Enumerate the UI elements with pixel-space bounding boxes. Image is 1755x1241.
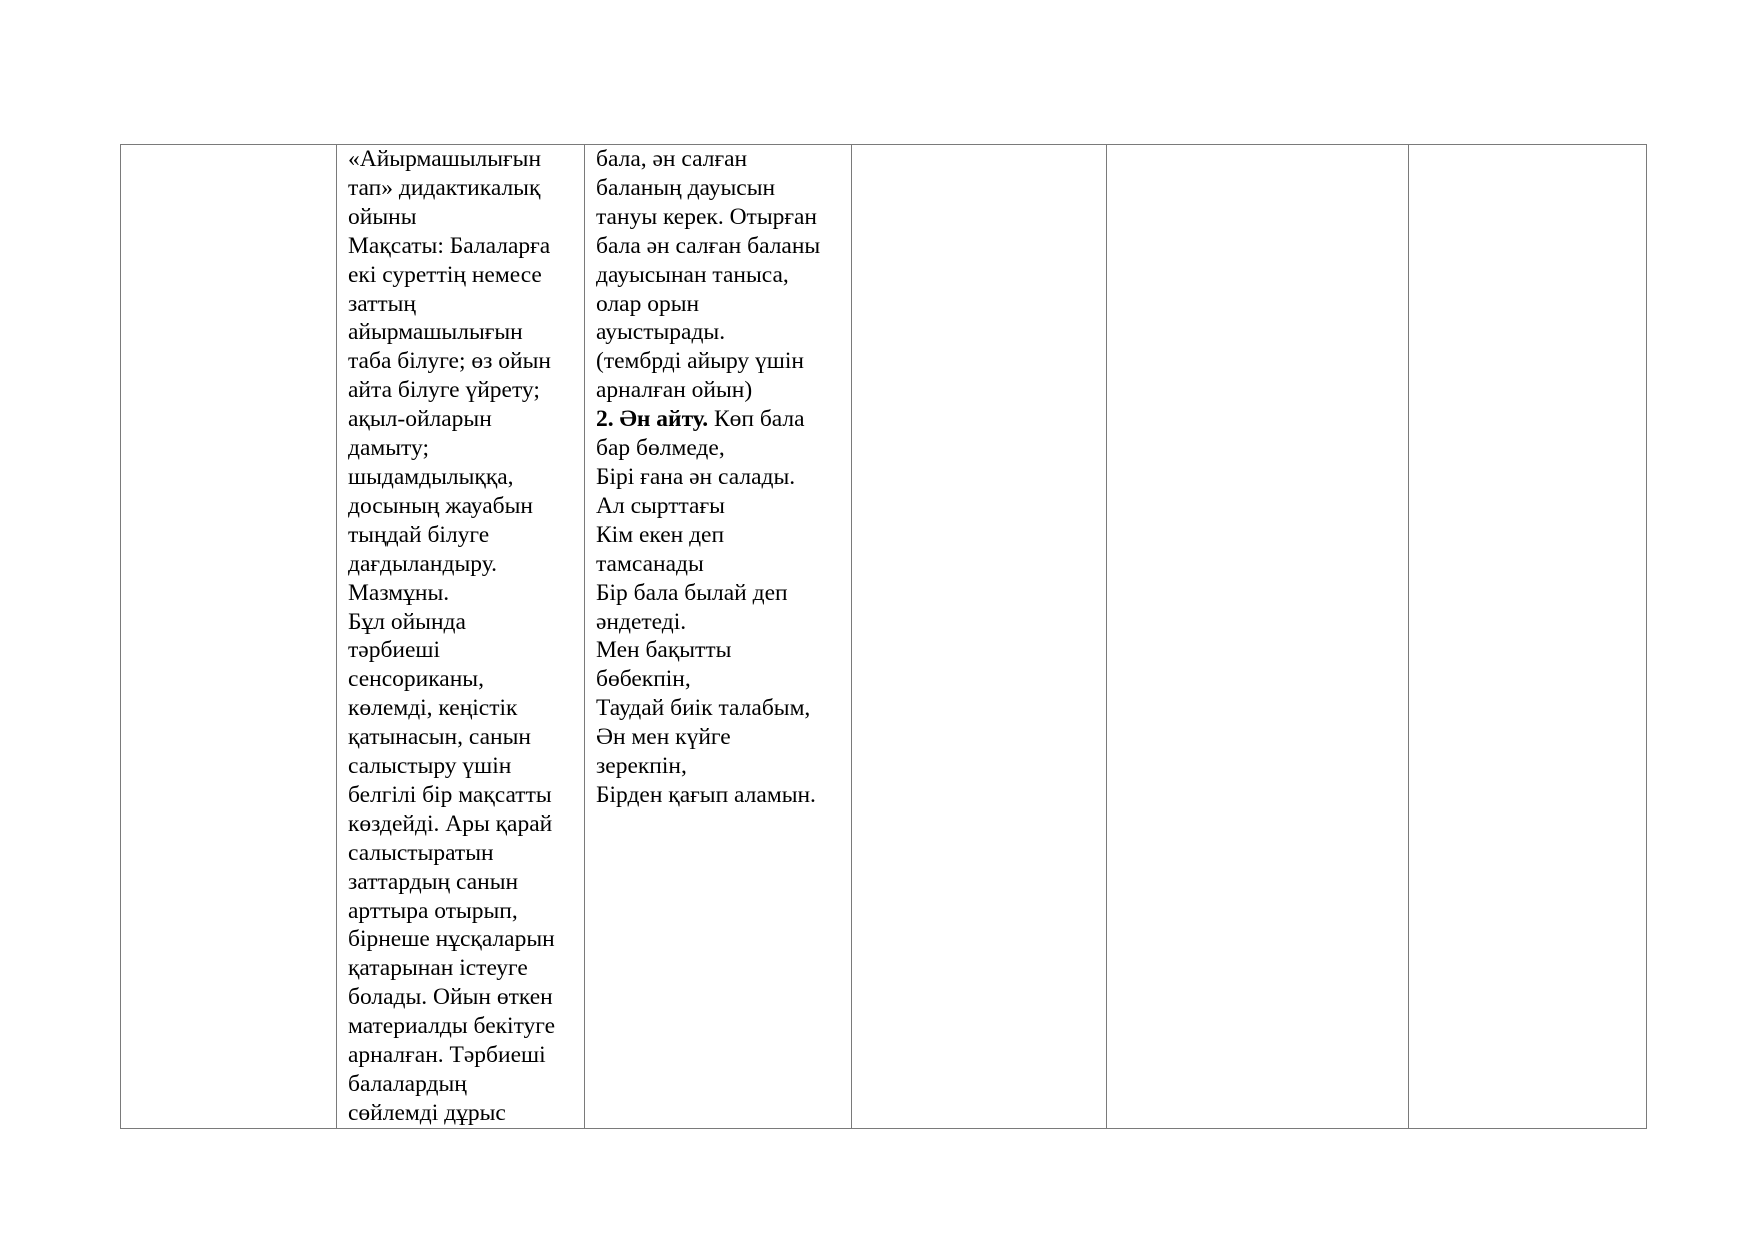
text-line: заттардың санын [348, 868, 519, 895]
text-line: болады. Ойын өткен [348, 984, 553, 1011]
text-line: белгілі бір мақсатты [348, 781, 552, 808]
text-line: шыдамдылыққа, [348, 463, 514, 490]
text-line: Бірден қағып аламын. [596, 781, 816, 808]
text-line: көздейді. Ары қарай [348, 810, 553, 837]
text-line: ойыны [348, 203, 417, 230]
text-line: бала ән салған баланы [596, 232, 821, 259]
text-line: дауысынан таныса, [596, 261, 789, 288]
text-line: қатынасын, санын [348, 724, 531, 751]
table-row [121, 145, 1647, 1129]
table-cell-empty-1 [121, 145, 337, 1129]
text-line: (тембрді айыру үшін [596, 348, 804, 375]
text-line: арналған. Тәрбиеші [348, 1042, 546, 1069]
text-line: тыңдай білуге [348, 521, 490, 548]
text-line: тәрбиеші [348, 637, 441, 664]
table-cell-empty-5 [1107, 145, 1409, 1129]
text-line: «Айырмашылығын [348, 146, 542, 172]
heading-line [596, 405, 841, 434]
lesson-plan-table [120, 144, 1647, 1129]
text-line: бала, ән салған [596, 146, 748, 172]
text-line: дағдыландыру. [348, 550, 497, 577]
text-line: Ал сырттағы [596, 492, 725, 519]
text-line: ауыстырады. [596, 319, 726, 346]
text-line: тануы керек. Отырған [596, 203, 818, 230]
text-line: досының жауабын [348, 492, 533, 519]
text-line: материалды бекітуге [348, 1013, 556, 1040]
text-line: сенсориканы, [348, 666, 484, 693]
text-line: арттыра отырып, [348, 897, 518, 924]
text-line: қатарынан істеуге [348, 955, 528, 982]
text-line: айырмашылығын [348, 319, 523, 346]
text-line: Кім екен деп [596, 521, 725, 548]
table-cell-singing-game [585, 145, 852, 1129]
text-line: Бір бала былай деп [596, 579, 788, 606]
game-description-text [337, 145, 584, 1128]
table-cell-game-description [337, 145, 585, 1129]
text-line: зерекпін, [596, 753, 687, 780]
text-line: бар бөлмеде, [596, 435, 725, 462]
singing-game-text [585, 145, 851, 810]
heading-tail: Көп бала [708, 406, 805, 433]
text-line: бірнеше нұсқаларын [348, 926, 555, 953]
text-line: көлемді, кеңістік [348, 695, 518, 722]
text-line: салыстыру үшін [348, 753, 512, 780]
text-line: ақыл-ойларын [348, 406, 492, 433]
text-line: екі суреттің немесе [348, 261, 542, 288]
text-line: салыстыратын [348, 839, 494, 866]
table-cell-empty-6 [1409, 145, 1647, 1129]
text-line: Мазмұны. [348, 579, 450, 606]
text-line: балалардың [348, 1071, 467, 1097]
text-line: айта білуге үйрету; [348, 377, 540, 404]
text-line: Ән мен күйге [596, 724, 731, 751]
text-line: Мақсаты: Балаларға [348, 232, 551, 259]
text-line: сөйлемді дұрыс [348, 1099, 506, 1126]
text-line: тамсанады [596, 550, 704, 577]
text-line: Бұл ойында [348, 608, 466, 635]
text-line: таба білуге; өз ойын [348, 348, 551, 375]
text-line: баланың дауысын [596, 174, 776, 201]
text-line: арналған ойын) [596, 377, 753, 404]
text-line: тап» дидактикалық [348, 174, 541, 201]
text-line: дамыту; [348, 435, 429, 462]
text-line: Мен бақытты [596, 637, 732, 664]
text-line: Бірі ғана ән салады. [596, 463, 796, 490]
text-line: заттың [348, 290, 417, 317]
text-line: олар орын [596, 290, 700, 317]
section-heading: 2. Ән айту. [596, 406, 709, 433]
text-line: әндетеді. [596, 608, 687, 635]
text-line: Таудай биік талабым, [596, 695, 811, 722]
table-cell-empty-4 [852, 145, 1107, 1129]
text-line: бөбекпін, [596, 666, 691, 693]
